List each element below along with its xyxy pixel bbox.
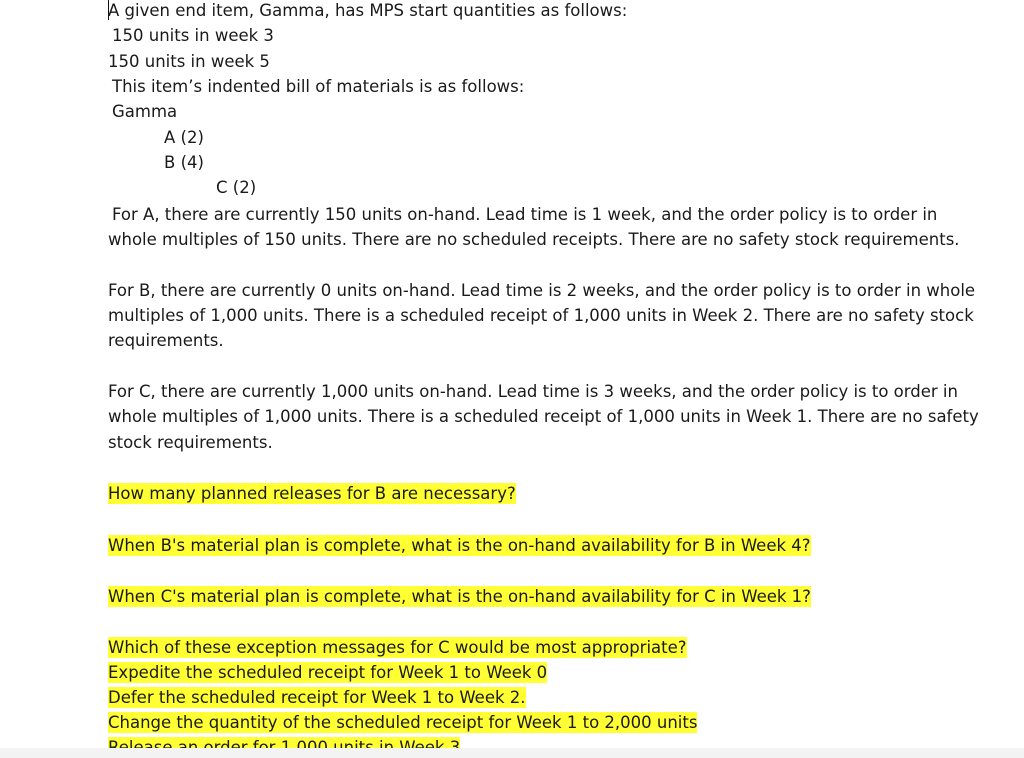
- bom-item-c: C (2): [216, 178, 257, 197]
- para-c-line-2: whole multiples of 1,000 units. There is a scheduled receipt of 1,000 units in Week 1. There are no safety: [108, 407, 979, 426]
- intro-line-1: A given end item, Gamma, has MPS start quantities as follows:: [108, 1, 628, 20]
- bom-item-b: B (4): [164, 153, 204, 172]
- para-b-line-3: requirements.: [108, 331, 224, 350]
- option-1: Expedite the scheduled receipt for Week 1 to Week 0: [108, 663, 548, 682]
- question-3: When C's material plan is complete, what is the on-hand availability for C in Week 1?: [108, 587, 811, 606]
- para-c-line-1: For C, there are currently 1,000 units on-hand. Lead time is 3 weeks, and the order policy is to order in: [108, 382, 958, 401]
- bom-root: Gamma: [112, 102, 178, 121]
- question-1: How many planned releases for B are necessary?: [108, 484, 516, 503]
- intro-line-4: This item’s indented bill of materials is as follows:: [112, 77, 525, 96]
- bom-item-a: A (2): [164, 128, 204, 147]
- option-2: Defer the scheduled receipt for Week 1 to Week 2.: [108, 688, 526, 707]
- para-b-line-1: For B, there are currently 0 units on-hand. Lead time is 2 weeks, and the order policy is to order in whole: [108, 281, 976, 300]
- intro-line-3: 150 units in week 5: [108, 52, 270, 71]
- option-3: Change the quantity of the scheduled receipt for Week 1 to 2,000 units: [108, 713, 698, 732]
- para-b-line-2: multiples of 1,000 units. There is a scheduled receipt of 1,000 units in Week 2. There are no safety stock: [108, 306, 974, 325]
- para-a-line-1: For A, there are currently 150 units on-hand. Lead time is 1 week, and the order policy is to order in: [112, 205, 938, 224]
- para-a-line-2: whole multiples of 150 units. There are no scheduled receipts. There are no safety stock requirements.: [108, 230, 960, 249]
- intro-line-2: 150 units in week 3: [112, 26, 274, 45]
- question-2: When B's material plan is complete, what is the on-hand availability for B in Week 4?: [108, 536, 811, 555]
- question-4: Which of these exception messages for C would be most appropriate?: [108, 638, 687, 657]
- para-c-line-3: stock requirements.: [108, 433, 273, 452]
- page-bottom-edge: [0, 748, 1024, 758]
